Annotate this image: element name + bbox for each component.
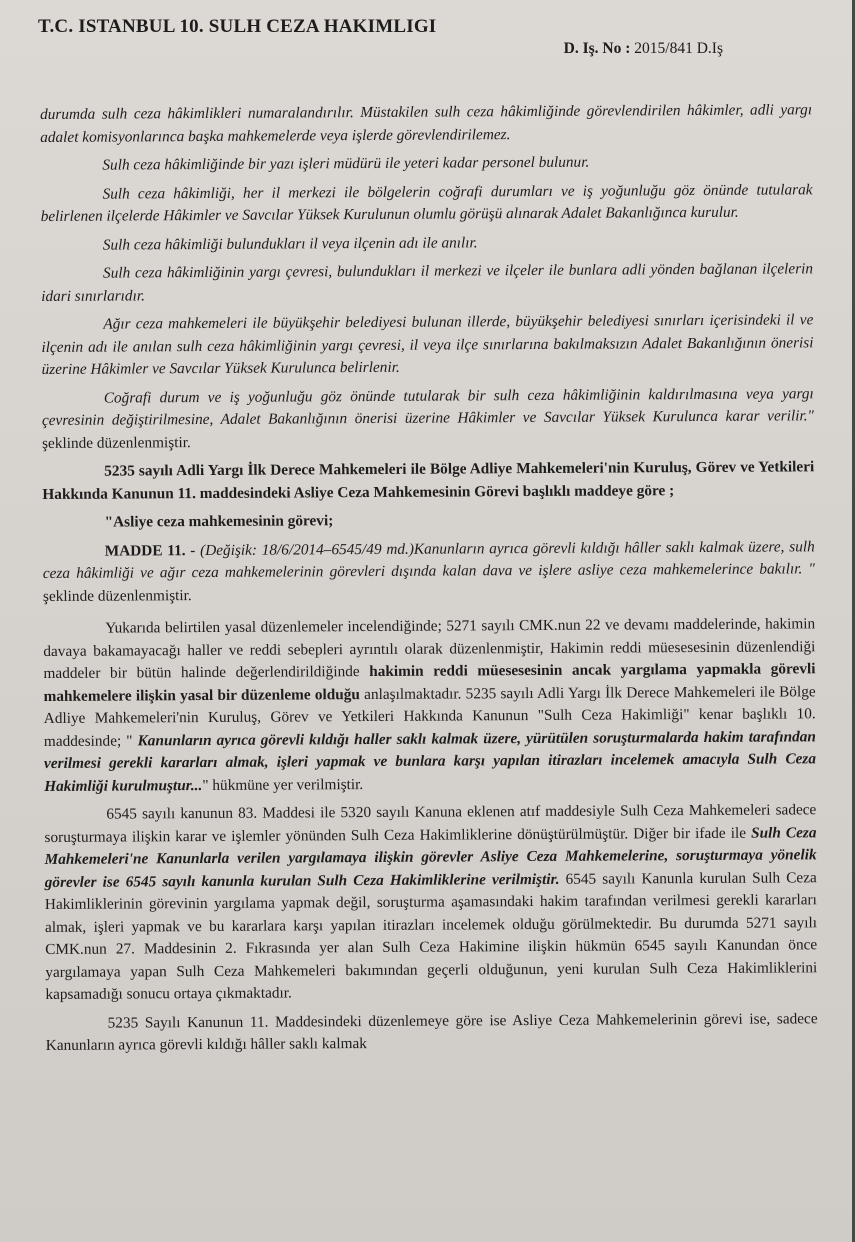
paragraph-2: Sulh ceza hâkimliğinde bir yazı işleri müdürü ile yeteri kadar personel bulunur.	[102, 153, 590, 174]
paragraph-7	[42, 383, 814, 455]
paragraph-11-e: " hükmüne yer verilmiştir.	[202, 775, 364, 794]
paragraph-12-a: 6545 sayılı kanunun 83. Maddesi ile 5320 sayılı Kanuna eklenen atıf maddesiyle Sulh Ceza Mahkemeleri sadece soruşturmaya ilişkin karar ve işlemler yönünden Sulh Ceza Hakimliklerine dönüştürülmüştür. Diğer bir ifade ile	[44, 801, 817, 846]
paragraph-12-b: Sulh Ceza Mahkemeleri'ne Kanunlarla verilen yargılamaya ilişkin görevler Asliye Ceza Mahkemelerine, soruşturmaya yönelik görevler ise 6545 sayılı kanunla kurulan Sulh Ceza Hakimliklerine verilmiştir.	[44, 823, 817, 891]
paragraph-6: Ağır ceza mahkemeleri ile büyükşehir belediyesi bulunan illerde, büyükşehir belediyesi sınırları içerisindeki il ve ilçenin adı ile anılan sulh ceza hâkimliğinin yargı çevresi, il veya ilçe sınırlarına bakılmaksızın Adalet Bakanlığının önerisi üzerine Hâkimler ve Savcılar Yüksek Kurulunca belirlenir.	[41, 311, 814, 378]
paragraph-10	[43, 536, 815, 608]
document-body	[40, 99, 818, 1063]
file-number-label: D. Iş. No :	[563, 40, 631, 57]
paragraph-3: Sulh ceza hâkimliği, her il merkezi ile bölgelerin coğrafi durumları ve iş yoğunluğu göz önünde tutularak belirlenen ilçelerde Hâkimler ve Savcılar Yüksek Kurulunun olumlu görüşü alınarak Adalet Bakanlığınca kurulur.	[40, 180, 813, 225]
paragraph-11-c: anlaşılmaktadır. 5235 sayılı Adli Yargı İlk Derece Mahkemeleri ile Bölge Adliye Mahkemeleri'nin Kuruluş, Görev ve Yetkileri Hakkında Kanunun "Sulh Ceza Hakimliği" kenar başlıklı 10. maddesinde; "	[43, 682, 816, 750]
paragraph-7-tail: şeklinde düzenlenmiştir.	[42, 433, 191, 452]
paragraph-11-a: Yukarıda belirtilen yasal düzenlemeler incelendiğinde; 5271 sayılı CMK.nun 22 ve devamı maddelerinde, hakimin davaya bakamayacağı haller ve reddi sebepleri ayrıntılı olarak düzenlenmiştir, Hakimin reddi müesesesinin düzenlendiği maddeler bir bütün halinde değerlendirildiğinde	[43, 615, 816, 682]
madde-label: MADDE 11. -	[104, 541, 196, 560]
file-number-value: 2015/841 D.Iş	[634, 40, 723, 57]
paragraph-1: durumda sulh ceza hâkimlikleri numaralandırılır. Müstakilen sulh ceza hâkimliğinde görevlendirilen hâkimler, adli yargı adalet komisyonlarınca başka mahkemelerde veya işlerde görevlendirilemez.	[40, 101, 813, 146]
madde-text: (Değişik: 18/6/2014–6545/49 md.)Kanunların ayrıca görevli kıldığı hâller saklı kalmak üzere, sulh ceza hâkimliği ve ağır ceza mahkemelerinin görevleri dışında kalan dava ve işlere asliye ceza mahkemelerince bakılır. "	[42, 537, 815, 582]
paragraph-8: 5235 sayılı Adli Yargı İlk Derece Mahkemeleri ile Bölge Adliye Mahkemeleri'nin Kuruluş, Görev ve Yetkileri Hakkında Kanunun 11. maddesindeki Asliye Ceza Mahkemesinin Görevi başlıklı maddeye göre ;	[42, 458, 815, 503]
paragraph-9: "Asliye ceza mahkemesinin görevi;	[104, 512, 334, 531]
paragraph-10-tail: şeklinde düzenlenmiştir.	[42, 586, 192, 605]
paragraph-4: Sulh ceza hâkimliği bulundukları il veya ilçenin adı ile anılır.	[102, 233, 478, 254]
paragraph-11	[43, 613, 816, 798]
file-number	[564, 40, 723, 58]
paragraph-11-d: Kanunların ayrıca görevli kıldığı haller saklı kalmak üzere, yürütülen soruşturmalarda hakim tarafından verilmesi gerekli kararları almak, işleri yapmak ve bunlara karşı yapılan itirazları incelemek amacıyla Sulh Ceza Hakimliği kurulmuştur...	[43, 727, 817, 795]
paragraph-7-quote: Coğrafi durum ve iş yoğunluğu göz önünde tutularak bir sulh ceza hâkimliğinin kaldırılmasına veya yargı çevresinin değiştirilmesine, Adalet Bakanlığının önerisi üzerine Hâkimler ve Savcılar Yüksek Kurulunca karar verilir."	[41, 384, 814, 429]
paragraph-12	[44, 799, 817, 1006]
paragraph-12-c: 6545 sayılı Kanunla kurulan Sulh Ceza Hakimliklerinin görevinin yargılama yapmak değil, soruşturma aşamasındaki hakim tarafından verilmesi gerekli kararları almak, işleri yapmak ve bu kararlara karşı yapılan itirazları incelemek olduğu görülmektedir. Bu durumda 5271 sayılı CMK.nun 27. Maddesinin 2. Fıkrasında yer alan Sulh Ceza Hakimine ilişkin hükmün 6545 sayılı Kanundan önce yargılamaya yapan Sulh Ceza Mahkemeleri bakımından geçerli olduğunun, yeni kurulan Sulh Ceza Hakimliklerini kapsamadığı sonucu ortaya çıkmaktadır.	[44, 868, 818, 1003]
paragraph-11-b: hakimin reddi müesesesinin ancak yargılama yapmakla görevli mahkemelere ilişkin yasal bir düzenleme olduğu	[43, 660, 816, 705]
court-header: T.C. ISTANBUL 10. SULH CEZA HAKIMLIGI	[38, 16, 437, 37]
paragraph-13: 5235 Sayılı Kanunun 11. Maddesindeki düzenlemeye göre ise Asliye Ceza Mahkemelerinin görevi ise, sadece Kanunların ayrıca görevli kıldığı hâller saklı kalmak	[45, 1009, 818, 1054]
paragraph-5: Sulh ceza hâkimliğinin yargı çevresi, bulundukları il merkezi ve ilçeler ile bunlara adli yönden bağlanan ilçelerin idari sınırlarıdır.	[41, 260, 814, 305]
